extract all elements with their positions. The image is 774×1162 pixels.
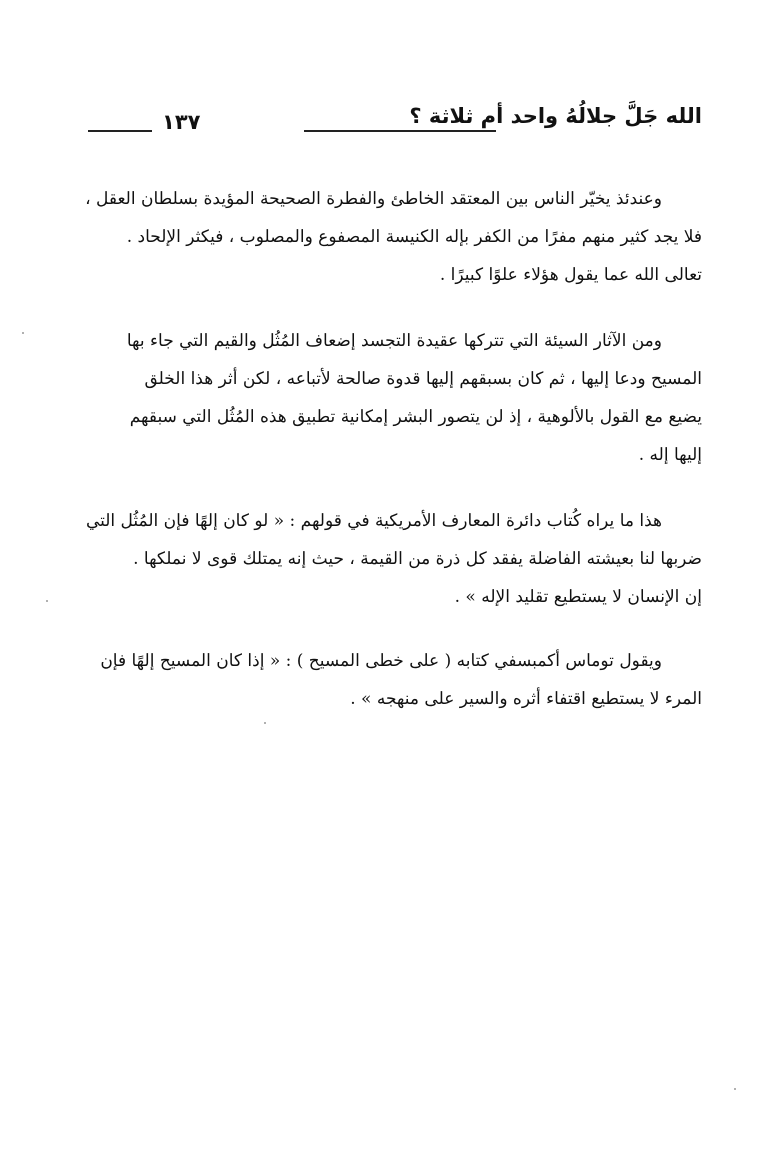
paragraph [88,642,702,718]
text-line: وعندئذ يخيّر الناس بين المعتقد الخاطئ والفطرة الصحيحة المؤيدة بسلطان العقل ، [85,189,662,209]
paragraph [85,502,702,616]
page-header [88,104,702,144]
running-title: الله جَلَّ جلالُهُ واحد أم ثلاثة ؟ [409,104,702,128]
text-line: ومن الآثار السيئة التي تتركها عقيدة التجسد إضعاف المُثُل والقيم التي جاء بها [126,331,662,351]
text-line: فلا يجد كثير منهم مفرًا من الكفر بإله الكنيسة المصفوع والمصلوب ، فيكثر الإلحاد . [126,227,702,247]
text-line: يضيع مع القول بالألوهية ، إذ لن يتصور البشر إمكانية تطبيق هذه المُثُل التي سبقهم [129,407,702,427]
text-line: ضربها لنا بعيشته الفاضلة يفقد كل ذرة من القيمة ، حيث إنه يمتلك قوى لا نملكها . [133,549,702,569]
text-line: المسيح ودعا إليها ، ثم كان بسبقهم إليها قدوة صالحة لأتباعه ، لكن أثر هذا الخلق [144,369,702,389]
text-line: إليها إله . [638,445,702,465]
text-line: ويقول توماس أكمبسفي كتابه ( على خطى المسيح ) : « إذا كان المسيح إلهًا فإن [100,651,662,671]
text-line: إن الإنسان لا يستطيع تقليد الإله » . [454,587,702,607]
scan-speck [46,600,48,602]
page-body [85,180,702,748]
text-line: المرء لا يستطيع اقتفاء أثره والسير على منهجه » . [350,689,702,709]
text-line: هذا ما يراه كُتاب دائرة المعارف الأمريكية في قولهم : « لو كان إلهًا فإن المُثُل التي [85,511,662,531]
scan-speck [22,332,24,334]
header-rule [304,130,496,132]
paragraph [85,180,702,294]
scan-speck [264,722,266,724]
header-rule-end [88,130,152,132]
scan-speck [734,1088,736,1090]
paragraph [88,322,702,474]
text-line: تعالى الله عما يقول هؤلاء علوًا كبيرًا . [439,265,702,285]
page-number: ١٣٧ [162,110,201,134]
